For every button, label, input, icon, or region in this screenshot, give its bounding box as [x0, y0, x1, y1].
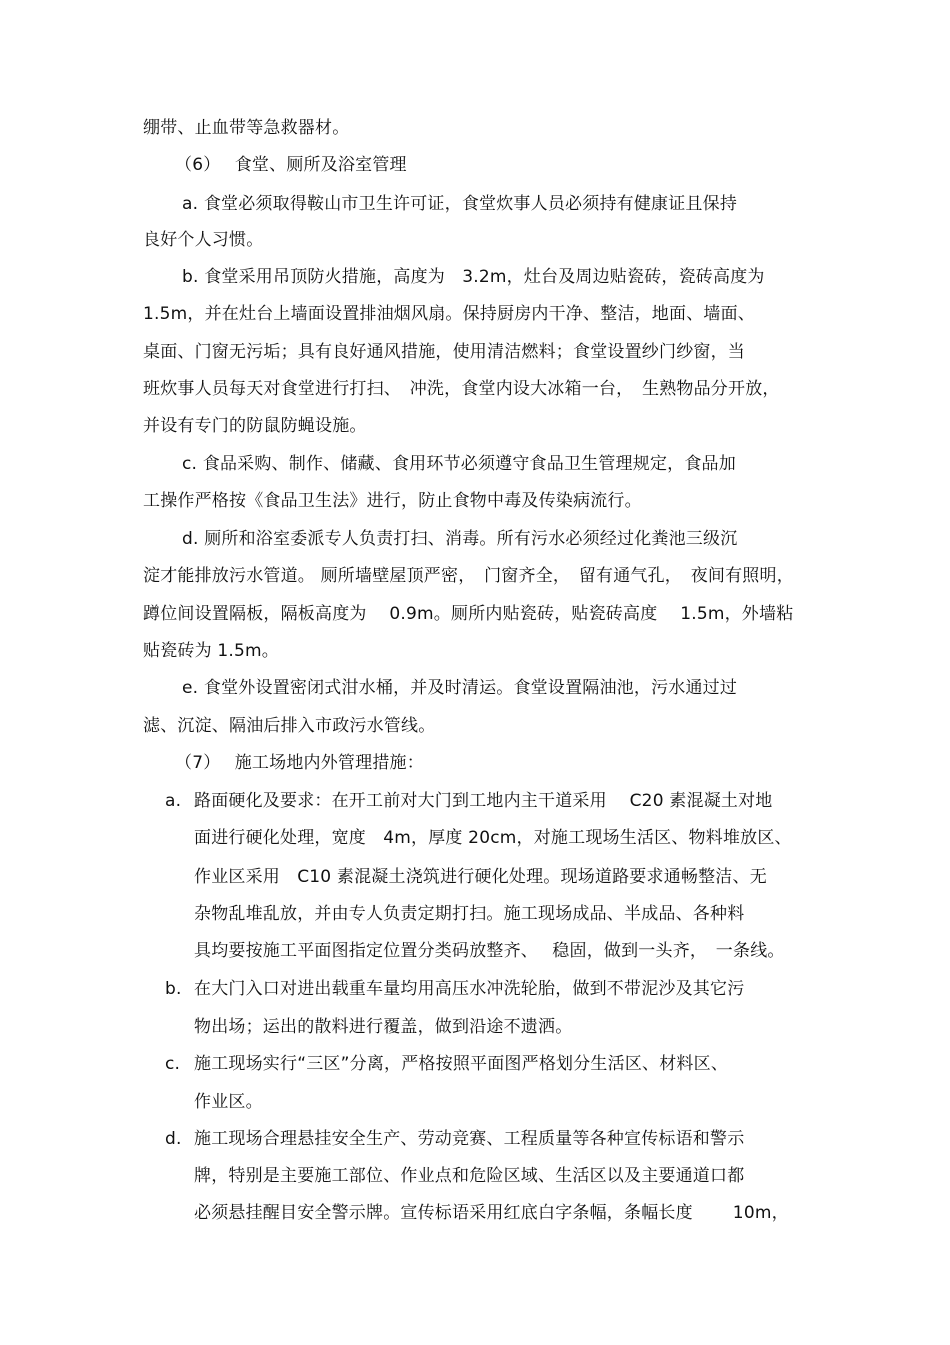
- text-line-20: 面进行硬化处理，宽度 4m，厚度 20cm，对施工现场生活区、物料堆放区、: [194, 828, 792, 848]
- text-line-28: 施工现场实行“三区”分离，严格按照平面图严格划分生活区、材料区、: [194, 1054, 729, 1074]
- text-line-7: 桌面、门窗无污垢；具有良好通风措施，使用清洁燃料；食堂设置纱门纱窗，当: [143, 342, 745, 362]
- text-line-1: 绷带、止血带等急救器材。: [143, 118, 350, 138]
- text-line-4: 良好个人习惯。: [143, 230, 264, 250]
- text-line-9: 并设有专门的防鼠防蝇设施。: [143, 416, 367, 436]
- text-line-22: 杂物乱堆乱放，并由专人负责定期打扫。施工现场成品、半成品、各种料: [194, 904, 745, 924]
- section-heading-6: （6） 食堂、厕所及浴室管理: [175, 155, 407, 175]
- text-line-26: 物出场；运出的散料进行覆盖，做到沿途不遗洒。: [194, 1017, 573, 1037]
- text-line-14: 蹲位间设置隔板，隔板高度为 0.9m。厕所内贴瓷砖，贴瓷砖高度 1.5m，外墙粘: [143, 604, 794, 624]
- text-line-3: a. 食堂必须取得鞍山市卫生许可证，食堂炊事人员必须持有健康证且保持: [182, 194, 738, 214]
- text-line-11: 工操作严格按《食品卫生法》进行，防止食物中毒及传染病流行。: [143, 491, 642, 511]
- text-line-31: 施工现场合理悬挂安全生产、劳动竞赛、工程质量等各种宣传标语和警示: [194, 1129, 745, 1149]
- text-line-13: 淀才能排放污水管道。 厕所墙壁屋顶严密， 门窗齐全， 留有通气孔， 夜间有照明，: [143, 566, 794, 586]
- text-line-10: c. 食品采购、制作、储藏、食用环节必须遵守食品卫生管理规定，食品加: [182, 454, 736, 474]
- text-line-15: 贴瓷砖为 1.5m。: [143, 641, 279, 661]
- list-marker-c: c.: [165, 1054, 181, 1074]
- text-line-16: e. 食堂外设置密闭式泔水桶，并及时清运。食堂设置隔油池，污水通过过: [182, 678, 738, 698]
- text-line-17: 滤、沉淀、隔油后排入市政污水管线。: [143, 716, 436, 736]
- text-line-33: 必须悬挂醒目安全警示牌。宣传标语采用红底白字条幅，条幅长度 10m，: [194, 1203, 789, 1223]
- text-line-21: 作业区采用 C10 素混凝土浇筑进行硬化处理。现场道路要求通畅整洁、无: [194, 867, 767, 887]
- text-line-32: 牌，特别是主要施工部位、作业点和危险区域、生活区以及主要通道口都: [194, 1166, 745, 1186]
- text-line-5: b. 食堂采用吊顶防火措施，高度为 3.2m，灶台及周边贴瓷砖，瓷砖高度为: [182, 267, 765, 287]
- text-line-23: 具均要按施工平面图指定位置分类码放整齐、 稳固，做到一头齐， 一条线。: [194, 941, 785, 961]
- list-marker-d: d.: [165, 1129, 182, 1149]
- text-line-12: d. 厕所和浴室委派专人负责打扫、消毒。所有污水必须经过化粪池三级沉: [182, 529, 738, 549]
- text-line-25: 在大门入口对进出载重车量均用高压水冲洗轮胎，做到不带泥沙及其它污: [194, 979, 745, 999]
- section-heading-7: （7） 施工场地内外管理措施：: [175, 753, 424, 773]
- text-line-29: 作业区。: [194, 1092, 263, 1112]
- text-line-19: 路面硬化及要求：在开工前对大门到工地内主干道采用 C20 素混凝土对地: [194, 791, 773, 811]
- list-marker-b: b.: [165, 979, 182, 999]
- text-line-6: 1.5m，并在灶台上墙面设置排油烟风扇。保持厨房内干净、整洁，地面、墙面、: [143, 304, 755, 324]
- text-line-8: 班炊事人员每天对食堂进行打扫、 冲洗，食堂内设大冰箱一台， 生熟物品分开放，: [143, 379, 780, 399]
- list-marker-a: a.: [165, 791, 182, 811]
